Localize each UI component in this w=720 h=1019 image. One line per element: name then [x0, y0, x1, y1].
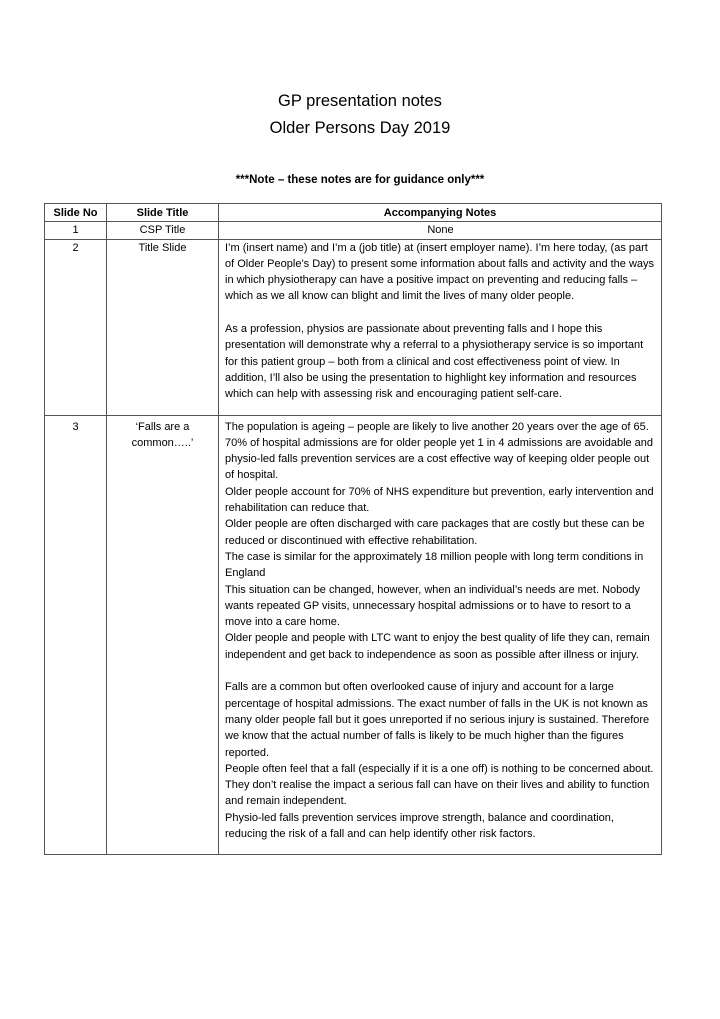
document-subtitle: Older Persons Day 2019	[269, 119, 451, 137]
document-title: GP presentation notes	[278, 92, 442, 110]
column-header-slide-no: Slide No	[45, 204, 107, 222]
notes-paragraph: I’m (insert name) and I’m a (job title) at (insert employer name). I’m here today, (as part of Older People’s Day) to present some information about falls and activity and the ways in which physiotherapy can have a positive impact on preventing and reducing falls – which as we all know can blight and limit the lives of many older people.	[225, 241, 655, 303]
notes-paragraph: Older people are often discharged with care packages that are costly but these can be reduced or discontinued with effective rehabilitation.	[225, 518, 645, 547]
paragraph-gap	[225, 663, 656, 679]
column-header-notes: Accompanying Notes	[219, 204, 662, 222]
table-row	[45, 415, 662, 855]
table-header-row	[45, 204, 662, 222]
table-row	[45, 222, 662, 239]
notes-table	[44, 203, 662, 855]
slide-title: ‘Falls are a common…..’	[107, 415, 219, 855]
slide-number: 3	[45, 415, 107, 855]
paragraph-gap	[225, 305, 656, 321]
slide-title: Title Slide	[107, 239, 219, 415]
slide-number: 2	[45, 239, 107, 415]
notes-paragraph: As a profession, physios are passionate about preventing falls and I hope this presentation will demonstrate why a referral to a physiotherapy service is so important for this patient group – both from a clinical and cost effectiveness point of view. In addition, I’ll also be using the presentation to highlight key information and resources which can help with assessing risk and encouraging patient self-care.	[225, 323, 644, 401]
notes-paragraph: Older people account for 70% of NHS expenditure but prevention, early intervention and rehabilitation can reduce that.	[225, 485, 654, 515]
document-title-block	[0, 88, 720, 142]
notes-paragraph: Older people and people with LTC want to enjoy the best quality of life they can, remain independent and get back to independence as soon as possible after illness or injury.	[225, 632, 650, 661]
notes-paragraph: People often feel that a fall (especially if it is a one off) is nothing to be concerned about. They don’t realise the impact a serious fall can have on their lives and ability to function and remain independent.	[225, 762, 654, 808]
slide-notes	[219, 239, 662, 415]
slide-notes	[219, 415, 662, 855]
notes-paragraph: The case is similar for the approximately 18 million people with long term conditions in England	[225, 550, 644, 580]
notes-paragraph: The population is ageing – people are likely to live another 20 years over the age of 65.	[225, 420, 649, 433]
notes-paragraph: This situation can be changed, however, when an individual’s needs are met. Nobody wants repeated GP visits, unnecessary hospital admissions or to have to resort to a move into a care home.	[225, 583, 641, 629]
table-row	[45, 239, 662, 415]
notes-paragraph: Physio-led falls prevention services improve strength, balance and coordination, reducing the risk of a fall and can help identify other risk factors.	[225, 811, 614, 840]
notes-paragraph: Falls are a common but often overlooked cause of injury and account for a large percentage of hospital admissions. The exact number of falls in the UK is not known as many older people fall but it goes unreported if no serious injury is sustained. Therefore we know that the actual number of falls is likely to be much higher than the figures reported.	[225, 681, 650, 759]
slide-notes	[219, 222, 662, 239]
slide-title: CSP Title	[107, 222, 219, 239]
notes-paragraph: None	[427, 224, 454, 237]
guidance-note: ***Note – these notes are for guidance only***	[235, 174, 485, 186]
slide-number: 1	[45, 222, 107, 239]
notes-paragraph: 70% of hospital admissions are for older people yet 1 in 4 admissions are avoidable and physio-led falls prevention services are a cost effective way of keeping older people out of hospital.	[225, 436, 654, 482]
column-header-slide-title: Slide Title	[107, 204, 219, 222]
